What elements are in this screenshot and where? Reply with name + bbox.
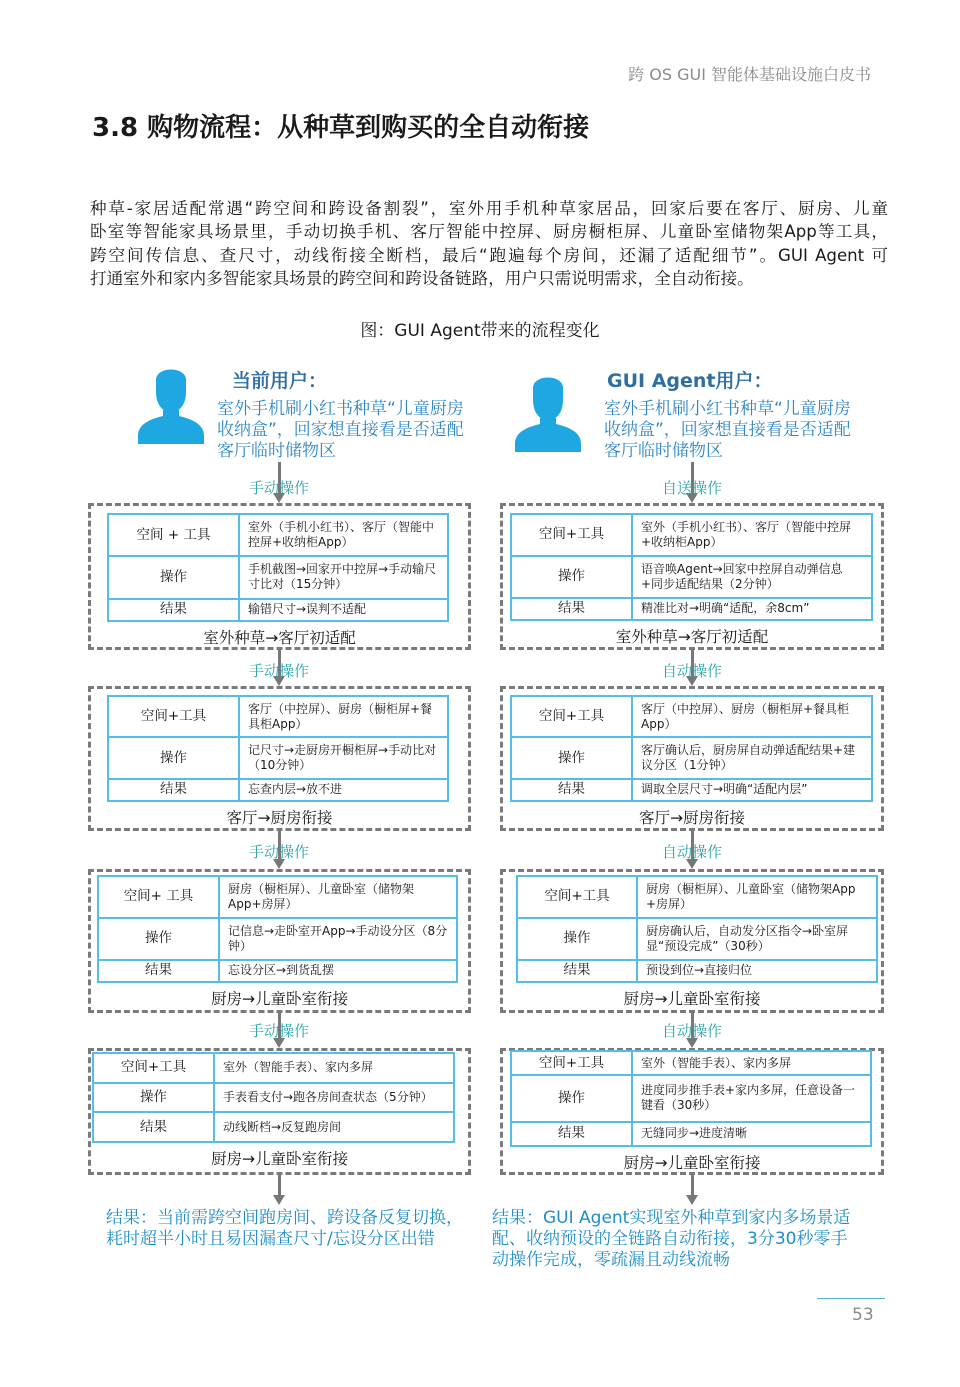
table-row [511, 514, 872, 556]
step-caption: 厨房→儿童卧室衔接 [211, 1150, 348, 1168]
table-row [108, 696, 448, 737]
table-key: 结果 [93, 1112, 214, 1142]
table-key: 空间 + 工具 [108, 514, 239, 556]
table-value: 忘查内层→放不进 [239, 779, 448, 801]
table-key: 空间+ 工具 [98, 876, 219, 918]
table-value: 室外（智能手表）、家内多屏 [632, 1051, 871, 1075]
step-caption: 室外种草→客厅初适配 [615, 628, 769, 646]
step-table [107, 513, 449, 622]
table-key: 操作 [511, 1075, 632, 1121]
table-key: 操作 [98, 918, 219, 960]
table-key: 结果 [511, 779, 632, 801]
paragraph-line: 打通室外和家内多智能家具场景的跨空间和跨设备链路，用户只需说明需求，全自动衔接。 [90, 269, 754, 288]
operation-mode-label: 自动操作 [661, 662, 723, 680]
step-table [107, 695, 449, 802]
table-value: 无缝同步→进度清晰 [632, 1122, 871, 1146]
paragraph-line: 跨空间传信息、查尺寸，动线衔接全断档，最后“跑遍每个房间，还漏了适配细节”。GUI Agent 可 [90, 246, 888, 265]
running-header: 跨 OS GUI 智能体基础设施白皮书 [628, 65, 871, 84]
table-value: 动线断档→反复跑房间 [214, 1112, 454, 1142]
table-value: 手机截图→回家开中控屏→手动输尺寸比对（15分钟） [239, 556, 448, 598]
footer-divider [817, 1298, 885, 1299]
agent-user-description: 室外手机刷小红书种草“儿童厨房收纳盒”，回家想直接看是否适配客厅临时储物区 [604, 399, 851, 461]
agent-result-text: 结果：GUI Agent实现室外种草到家内多场景适配、收纳预设的全链路自动衔接，3分30秒零手动操作完成，零疏漏且动线流畅 [492, 1208, 851, 1270]
step-table [97, 875, 458, 983]
table-value: 客厅（中控屏）、厨房（橱柜屏+餐具柜App） [239, 696, 448, 737]
operation-mode-label: 自动操作 [661, 1022, 723, 1040]
figure-caption: 图：GUI Agent带来的流程变化 [360, 321, 600, 341]
table-value: 室外（智能手表）、家内多屏 [214, 1053, 454, 1083]
table-row [511, 1075, 871, 1121]
table-row [93, 1053, 454, 1083]
table-key: 结果 [511, 1122, 632, 1146]
table-key: 结果 [108, 599, 239, 621]
table-row [517, 876, 877, 918]
step-table [510, 513, 873, 621]
table-key: 空间+工具 [517, 876, 637, 918]
table-value: 客厅确认后，厨房屏自动弹适配结果+建议分区（1分钟） [632, 737, 872, 778]
step-caption: 室外种草→客厅初适配 [203, 629, 356, 647]
person-icon [136, 362, 206, 444]
table-row [98, 960, 457, 982]
table-key: 空间+工具 [108, 696, 239, 737]
table-key: 空间+工具 [511, 1051, 632, 1075]
paragraph-line: 种草-家居适配常遇“跨空间和跨设备割裂”，室外用手机种草家居品，回家后要在客厅、厨房、儿童 [90, 199, 888, 218]
table-key: 操作 [93, 1083, 214, 1113]
table-value: 输错尺寸→误判不适配 [239, 599, 448, 621]
flow-connector [691, 1175, 694, 1197]
table-key: 结果 [517, 960, 637, 982]
table-row [517, 918, 877, 960]
table-value: 进度同步推手表+家内多屏，任意设备一键看（30秒） [632, 1075, 871, 1121]
table-key: 操作 [517, 918, 637, 960]
table-key: 空间+工具 [93, 1053, 214, 1083]
current-user-heading: 当前用户： [232, 370, 328, 392]
table-value: 忘设分区→到货乱摆 [219, 960, 457, 982]
table-key: 操作 [108, 737, 239, 778]
table-row [511, 1122, 871, 1146]
section-title: 3.8 购物流程：从种草到购买的全自动衔接 [92, 113, 590, 143]
table-value: 记尺寸→走厨房开橱柜屏→手动比对（10分钟） [239, 737, 448, 778]
step-table [510, 1050, 872, 1147]
current-user-description: 室外手机刷小红书种草“儿童厨房收纳盒”，回家想直接看是否适配客厅临时储物区 [217, 399, 464, 461]
table-value: 记信息→走卧室开App→手动设分区（8分钟） [219, 918, 457, 960]
step-table [516, 875, 878, 983]
table-row [108, 599, 448, 621]
arrow-head-icon [686, 1195, 698, 1205]
table-value: 厨房（橱柜屏）、儿童卧室（储物架App +房屏） [637, 876, 877, 918]
table-row [511, 556, 872, 598]
table-row [98, 876, 457, 918]
table-key: 操作 [511, 737, 632, 778]
table-row [98, 918, 457, 960]
step-caption: 厨房→儿童卧室衔接 [623, 1154, 761, 1172]
current-result-text: 结果：当前需跨空间跑房间、跨设备反复切换，耗时超半小时且易因漏查尺寸/忘设分区出错 [106, 1208, 463, 1249]
table-row [108, 779, 448, 801]
table-row [511, 1051, 871, 1075]
operation-mode-label: 自送操作 [661, 479, 723, 497]
table-value: 精准比对→明确“适配，余8cm” [632, 598, 872, 620]
table-value: 厨房（橱柜屏）、儿童卧室（储物架App+房屏） [219, 876, 457, 918]
arrow-head-icon [273, 1195, 285, 1205]
operation-mode-label: 手动操作 [248, 662, 310, 680]
page-number: 53 [852, 1305, 874, 1325]
step-caption: 客厅→厨房衔接 [226, 809, 333, 827]
table-row [511, 737, 872, 778]
table-row [511, 696, 872, 737]
table-row [511, 598, 872, 620]
step-caption: 厨房→儿童卧室衔接 [623, 990, 761, 1008]
table-value: 室外（手机小红书）、客厅（智能中控屏+收纳柜App） [632, 514, 872, 556]
step-caption: 厨房→儿童卧室衔接 [211, 990, 348, 1008]
step-table [92, 1052, 455, 1143]
step-table [510, 695, 873, 802]
table-key: 结果 [108, 779, 239, 801]
operation-mode-label: 手动操作 [248, 1022, 310, 1040]
table-row [108, 737, 448, 778]
person-icon [513, 370, 583, 452]
table-key: 空间+工具 [511, 696, 632, 737]
table-row [511, 779, 872, 801]
operation-mode-label: 手动操作 [248, 479, 310, 497]
table-key: 操作 [511, 556, 632, 598]
table-value: 厨房确认后，自动发分区指令→卧室屏显“预设完成”（30秒） [637, 918, 877, 960]
table-key: 空间+工具 [511, 514, 632, 556]
agent-user-heading: GUI Agent用户： [607, 370, 773, 392]
table-row [108, 514, 448, 556]
table-value: 室外（手机小红书）、客厅（智能中控屏+收纳柜App） [239, 514, 448, 556]
table-value: 预设到位→直接归位 [637, 960, 877, 982]
table-key: 结果 [98, 960, 219, 982]
table-row [93, 1112, 454, 1142]
paragraph-line: 卧室等智能家具场景里，手动切换手机、客厅智能中控屏、厨房橱柜屏、儿童卧室储物架App等工具， [90, 222, 888, 241]
operation-mode-label: 手动操作 [248, 843, 310, 861]
table-value: 语音唤Agent→回家中控屏自动弹信息+同步适配结果（2分钟） [632, 556, 872, 598]
operation-mode-label: 自动操作 [661, 843, 723, 861]
table-key: 操作 [108, 556, 239, 598]
table-row [517, 960, 877, 982]
table-value: 客厅（中控屏）、厨房（橱柜屏+餐具柜App） [632, 696, 872, 737]
table-value: 手表看支付→跑各房间查状态（5分钟） [214, 1083, 454, 1113]
step-caption: 客厅→厨房衔接 [639, 809, 745, 827]
flow-connector [278, 1175, 281, 1197]
table-value: 调取全层尺寸→明确“适配内层” [632, 779, 872, 801]
table-row [108, 556, 448, 598]
table-row [93, 1083, 454, 1113]
table-key: 结果 [511, 598, 632, 620]
